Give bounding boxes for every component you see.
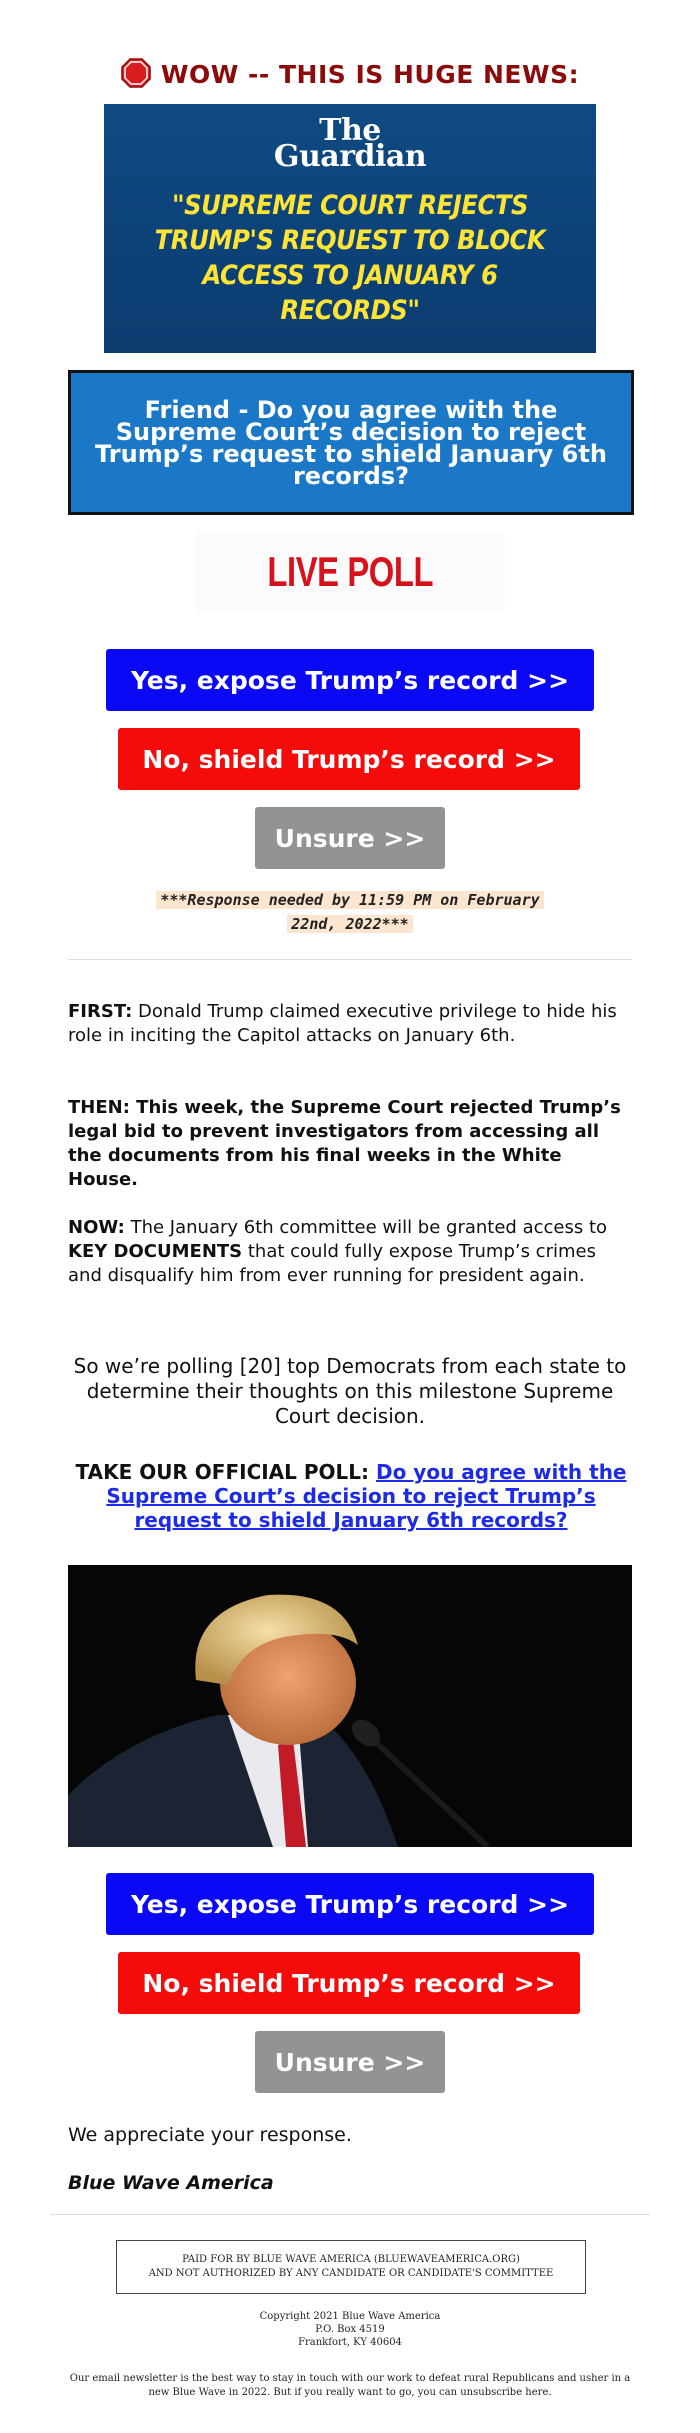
signature: Blue Wave America [68, 2172, 274, 2194]
guardian-news-card[interactable] [104, 104, 596, 353]
poll-question-box[interactable] [68, 370, 634, 515]
unsubscribe-note[interactable]: Our email newsletter is the best way to stay in touch with our work to defeat rural Republicans and usher in a new Blue Wave in 2022. But if you really want to go, you can unsubscribe here. [69, 2373, 631, 2398]
guardian-quote: "SUPREME COURT REJECTS TRUMP'S REQUEST TO BLOCK ACCESS TO JANUARY 6 RECORDS" [154, 190, 546, 326]
take-poll-cta: TAKE OUR OFFICIAL POLL: Do you agree with the Supreme Court’s decision to reject Trump’s request to shield January 6th records? [75, 1460, 627, 1532]
trump-photo[interactable] [68, 1565, 632, 1847]
first-paragraph: FIRST: Donald Trump claimed executive privilege to hide his role in inciting the Capitol attacks on January 6th. [68, 1001, 617, 1046]
footer-divider [50, 2214, 650, 2215]
response-deadline: ***Response needed by 11:59 PM on February 22nd, 2022*** [0, 888, 700, 936]
poll-question-text: Friend - Do you agree with the Supreme Court’s decision to reject Trump’s request to shield January 6th records? [95, 395, 607, 490]
thanks-text: We appreciate your response. [68, 2124, 352, 2146]
trump-photo-illustration [68, 1565, 632, 1847]
no-shield-button-bottom[interactable]: No, shield Trump’s record >> [118, 1952, 580, 2014]
now-paragraph: NOW: The January 6th committee will be granted access to KEY DOCUMENTS that could fully expose Trump’s crimes and disqualify him from ever running for president again. [68, 1217, 608, 1286]
headline [0, 58, 700, 89]
then-paragraph: THEN: This week, the Supreme Court rejected Trump’s legal bid to prevent investigators from accessing all the documents from his final weeks in the White House. [68, 1097, 621, 1190]
headline-text: WOW -- THIS IS HUGE NEWS: [160, 60, 580, 89]
unsure-button[interactable]: Unsure >> [255, 807, 445, 869]
stop-sign-icon [121, 58, 151, 88]
live-poll-label: LIVE POLL [267, 548, 433, 595]
mailing-address: Copyright 2021 Blue Wave America P.O. Box 4519 Frankfort, KY 40604 [259, 2311, 441, 2348]
no-shield-button[interactable]: No, shield Trump’s record >> [118, 728, 580, 790]
divider [68, 959, 632, 960]
guardian-logo: The Guardian [273, 113, 427, 174]
take-poll-link[interactable]: Do you agree with the Supreme Court’s decision to reject Trump’s request to shield January 6th records? [106, 1460, 627, 1532]
yes-expose-button-bottom[interactable]: Yes, expose Trump’s record >> [106, 1873, 594, 1935]
yes-expose-button[interactable]: Yes, expose Trump’s record >> [106, 649, 594, 711]
paid-for-disclaimer: PAID FOR BY BLUE WAVE AMERICA (BLUEWAVEAMERICA.ORG) AND NOT AUTHORIZED BY ANY CANDIDATE OR CANDIDATE'S COMMITTEE [116, 2240, 586, 2294]
live-poll-banner [195, 534, 505, 610]
unsure-button-bottom[interactable]: Unsure >> [255, 2031, 445, 2093]
polling-paragraph: So we’re polling [20] top Democrats from each state to determine their thoughts on this milestone Supreme Court decision. [73, 1354, 627, 1428]
